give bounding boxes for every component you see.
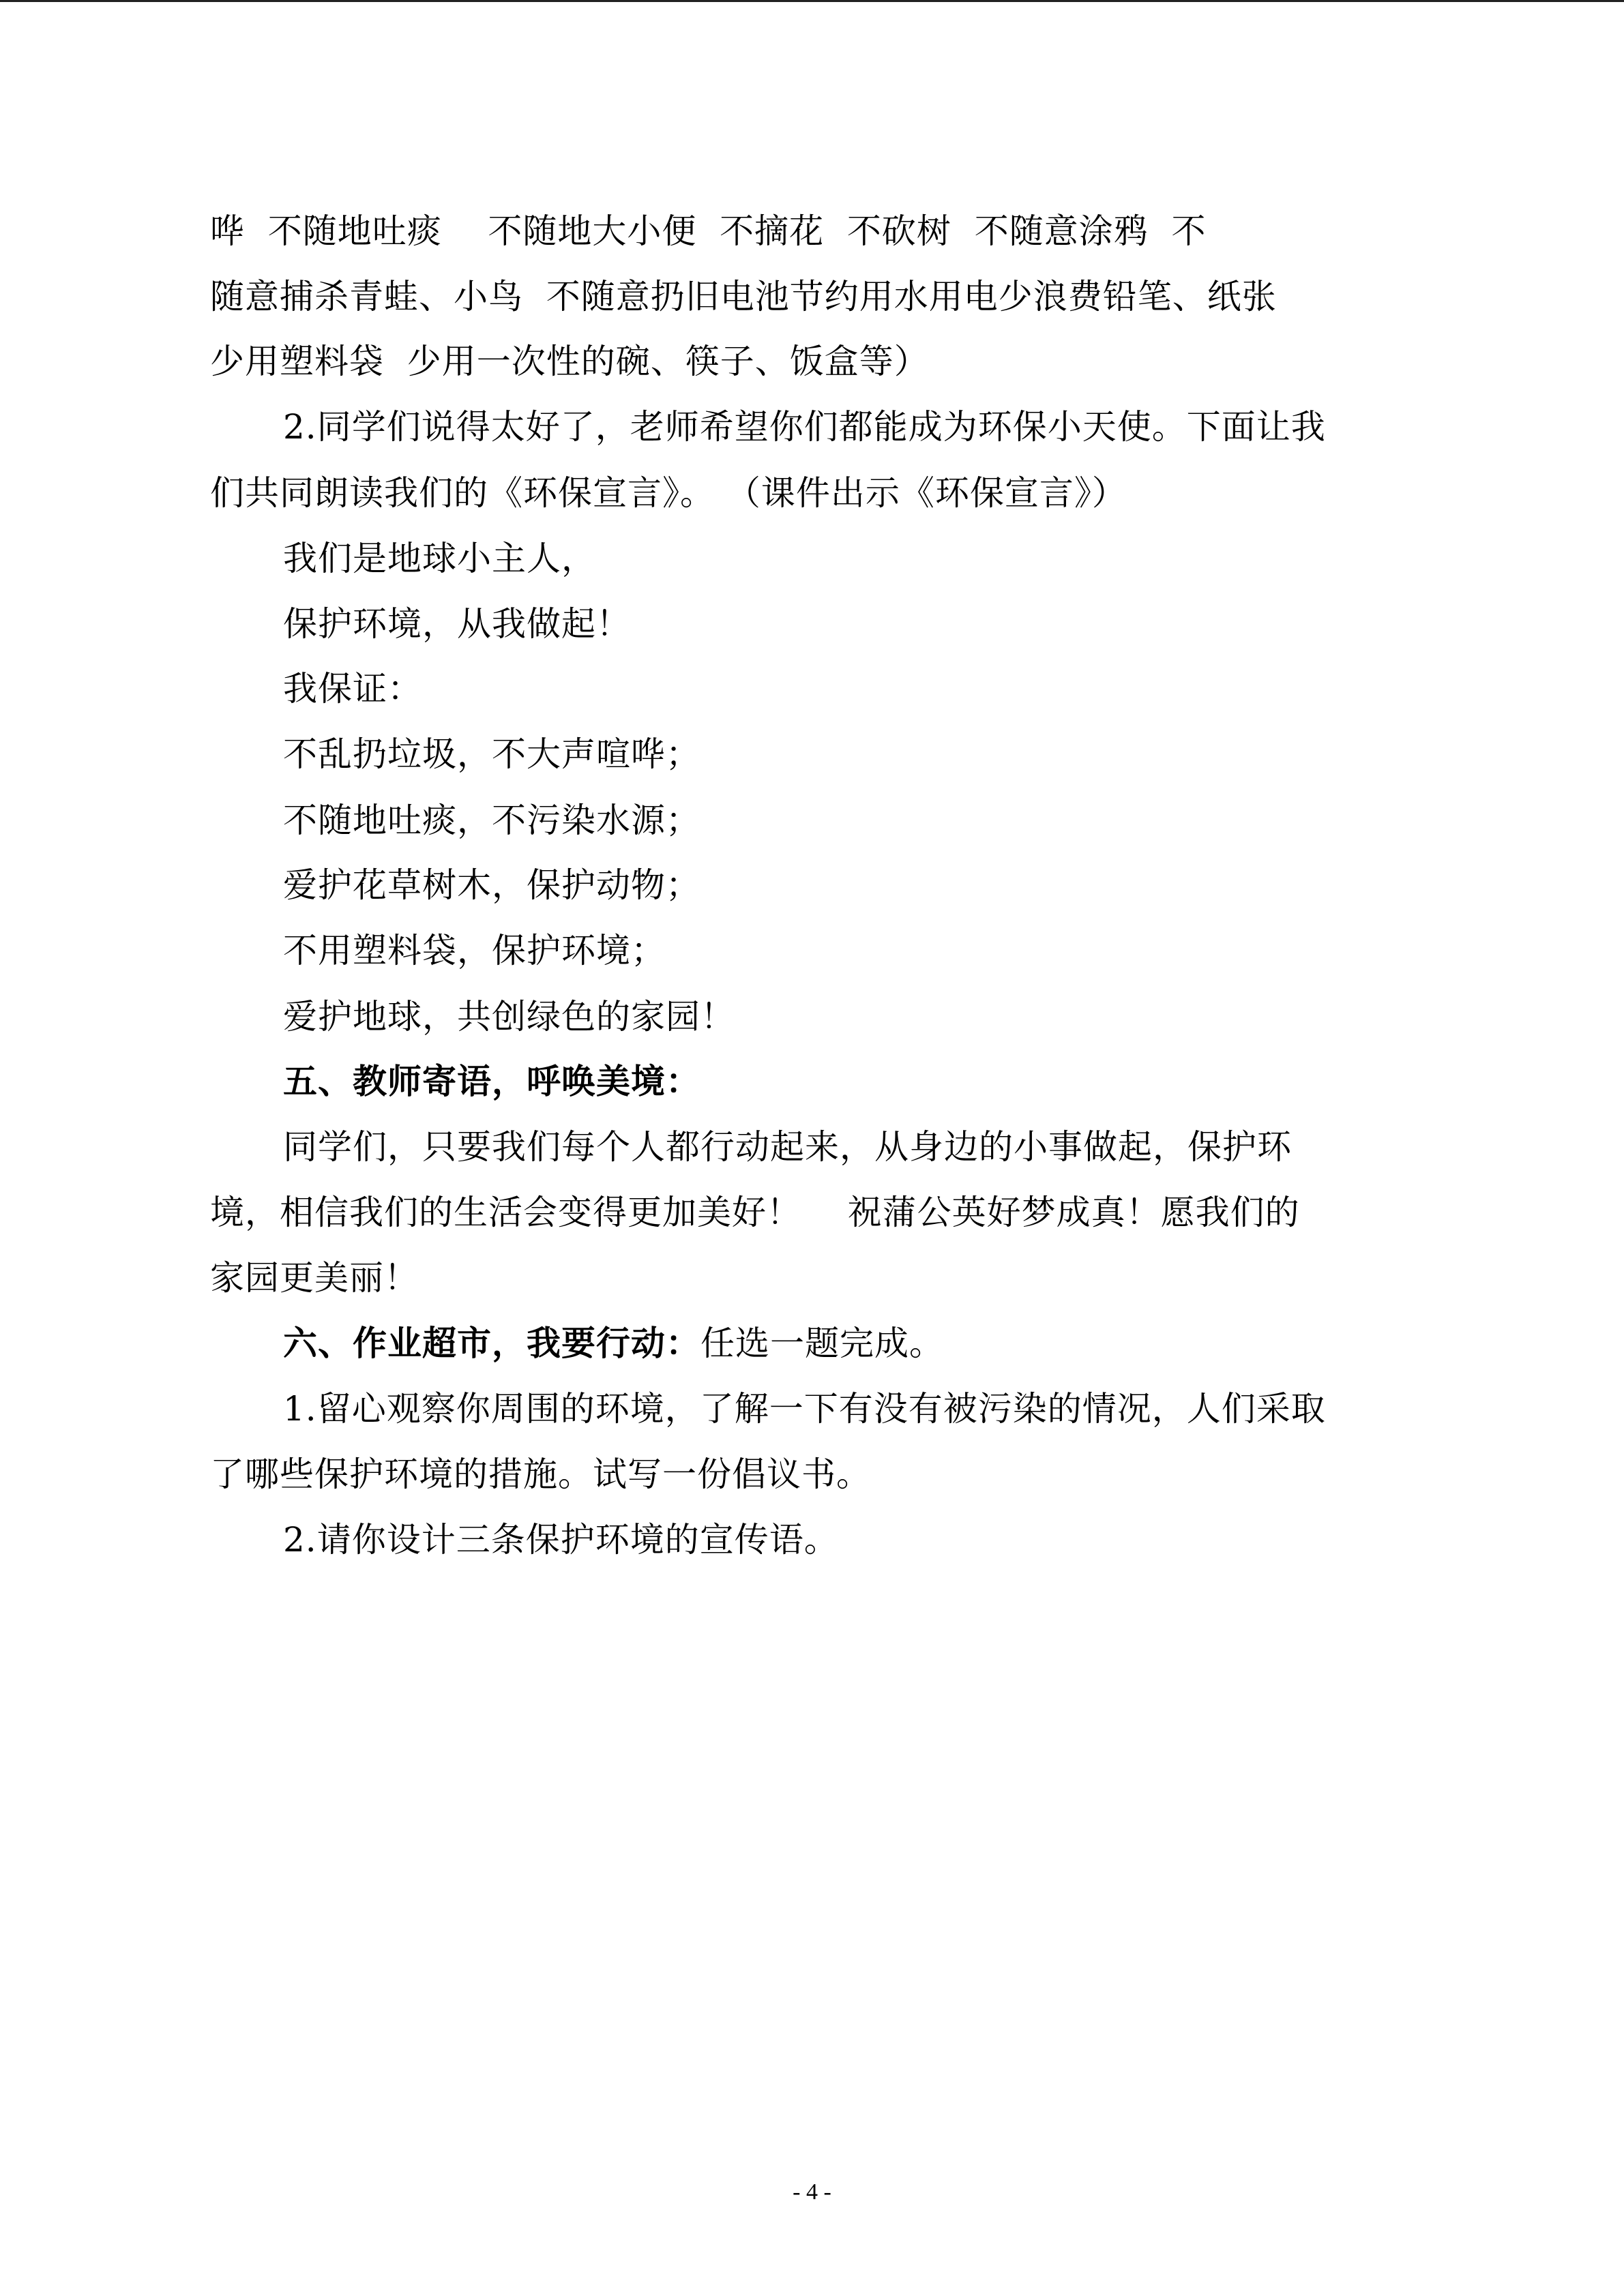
declaration-line: 不乱扔垃圾，不大声喧哗； [283,734,700,774]
body-line: 随意捕杀青蛙、小鸟 不随意扔旧电池节约用水用电少浪费铅笔、纸张 [210,277,1277,316]
page-number: - 4 - [793,2179,831,2205]
body-line: 境，相信我们的生活会变得更加美好！ 祝蒲公英好梦成真！愿我们的 [210,1193,1300,1232]
body-line: 家园更美丽！ [210,1258,419,1298]
section-heading: 五、教师寄语，呼唤美境： [283,1061,700,1101]
declaration-line: 保护环境，从我做起！ [283,604,631,644]
body-line: 1.留心观察你周围的环境，了解一下有没有被污染的情况，人们采取 [283,1389,1326,1429]
section-heading-suffix: 任选一题完成。 [700,1324,944,1363]
declaration-line: 我们是地球小主人， [283,539,596,578]
declaration-line: 不用塑料袋，保护环境； [283,931,666,970]
body-line: 了哪些保护环境的措施。试写一份倡议书。 [210,1455,871,1494]
declaration-line: 我保证： [283,669,422,709]
body-line: 2.同学们说得太好了，老师希望你们都能成为环保小天使。下面让我 [283,407,1326,447]
body-line: 们共同朗读我们的《环保宣言》。 （课件出示《环保宣言》） [210,473,1127,513]
top-border-line [0,0,1624,2]
declaration-line: 爱护地球，共创绿色的家园！ [283,997,735,1037]
section-heading: 六、作业超市，我要行动： [283,1323,700,1363]
body-line: 少用塑料袋 少用一次性的碗、筷子、饭盒等） [210,342,929,381]
section-heading-line [283,1323,944,1364]
body-line: 2.请你设计三条保护环境的宣传语。 [283,1520,839,1560]
declaration-line: 爱护花草树木，保护动物； [283,865,700,905]
declaration-line: 不随地吐痰，不污染水源； [283,801,700,840]
body-line: 同学们，只要我们每个人都行动起来，从身边的小事做起，保护环 [283,1127,1292,1167]
body-line: 哗 不随地吐痰 不随地大小便 不摘花 不砍树 不随意涂鸦 不 [210,211,1207,251]
